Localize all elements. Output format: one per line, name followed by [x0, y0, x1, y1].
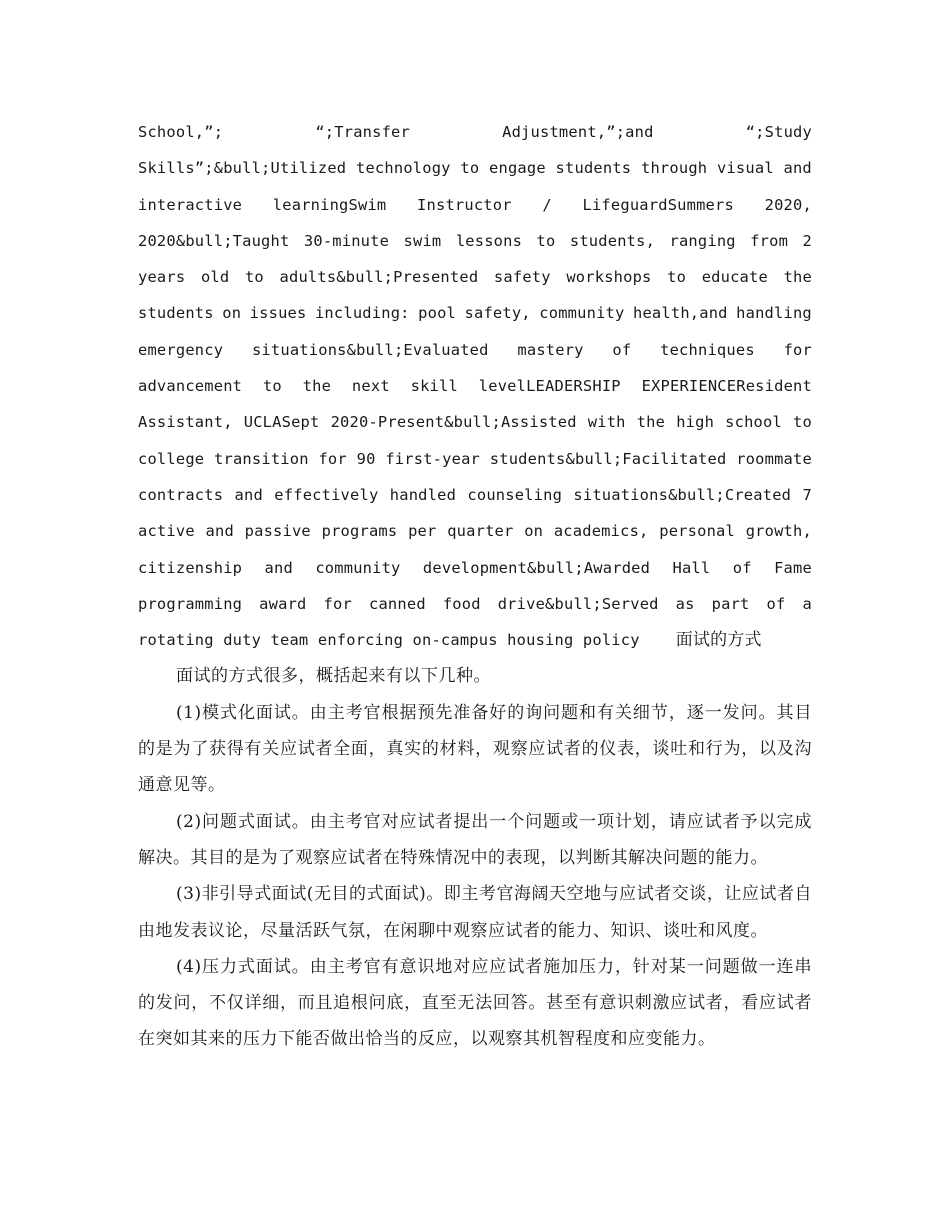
resume-word: school	[725, 413, 782, 432]
resume-word: transition	[214, 449, 309, 468]
resume-word: part	[711, 594, 750, 613]
resume-word: as	[675, 594, 695, 613]
resume-word: and	[264, 558, 293, 577]
resume-word: mastery	[517, 340, 584, 359]
paragraph-1: (1)模式化面试。由主考官根据预先准备好的询问题和有关细节，逐一发问。其目的是为了获得有关应试者全面，真实的材料，观察应试者的仪表，谈吐和行为，以及沟通意见等。	[138, 702, 812, 796]
resume-word: with	[587, 413, 626, 432]
resume-word: 2020,	[764, 195, 812, 214]
resume-word: technology	[355, 159, 451, 178]
resume-word: students,	[569, 231, 656, 250]
resume-word: development&bull;Awarded	[422, 558, 651, 577]
resume-word: academics,	[553, 522, 649, 541]
resume-text-line	[138, 187, 812, 223]
resume-word: counseling	[467, 485, 563, 504]
resume-word: for	[318, 449, 347, 468]
resume-word: to	[793, 413, 812, 432]
resume-word: 90	[356, 449, 376, 468]
resume-word: levelLEADERSHIP	[478, 377, 621, 396]
resume-word: interactive	[138, 195, 243, 214]
resume-word: techniques	[660, 340, 755, 359]
resume-word: years	[138, 268, 186, 287]
resume-text-line	[138, 513, 812, 549]
resume-word: community	[539, 304, 625, 323]
resume-word: and	[234, 485, 263, 504]
resume-word: ranging	[669, 231, 736, 250]
resume-word: LifeguardSummers	[582, 195, 734, 214]
resume-word: roommate	[736, 449, 812, 468]
resume-word: food	[442, 594, 481, 613]
resume-word: effectively	[274, 485, 379, 504]
resume-word: 30-minute	[303, 231, 390, 250]
resume-word: Adjustment,”;and	[502, 123, 654, 141]
resume-word: for	[783, 340, 812, 359]
resume-word: contracts	[138, 485, 224, 504]
resume-word: active	[138, 522, 195, 541]
resume-word: Instructor	[417, 195, 512, 214]
resume-word: students	[555, 159, 632, 178]
resume-word: handling	[736, 304, 812, 323]
resume-text-line	[138, 295, 812, 331]
resume-word: the	[636, 413, 666, 432]
resume-word: per	[408, 522, 437, 541]
resume-text-line	[138, 586, 812, 622]
resume-word: EXPERIENCEResident	[641, 377, 812, 396]
resume-word: on	[222, 304, 242, 323]
resume-word: skill	[410, 377, 458, 396]
resume-word: the	[783, 268, 812, 287]
resume-word: personal	[659, 522, 735, 541]
resume-text-line	[138, 223, 812, 259]
resume-word: 2	[802, 231, 812, 250]
resume-word: /	[542, 195, 552, 214]
resume-word: from	[750, 231, 789, 250]
resume-word: swim	[403, 231, 442, 250]
resume-word: and	[205, 522, 234, 541]
resume-word: canned	[368, 594, 426, 613]
resume-word: programs	[321, 522, 398, 541]
resume-word: adults&bull;Presented	[279, 268, 479, 287]
resume-word: drive&bull;Served	[497, 594, 659, 613]
paragraph-4: (4)压力式面试。由主考官有意识地对应应试者施加压力，针对某一问题做一连串的发问，不仅详细，而且追根问底，直至无法回答。甚至有意识刺激应试者，看应试者在突如其来的压力下能否做出恰当的反应，以观察其机智程度和应变能力。	[138, 956, 812, 1050]
resume-text-line	[138, 368, 812, 404]
resume-word: to	[244, 268, 264, 287]
resume-text-line	[138, 477, 812, 513]
resume-word: to	[536, 231, 556, 250]
resume-word: and	[783, 159, 812, 178]
resume-word: learningSwim	[272, 195, 387, 214]
resume-word: community	[315, 558, 401, 577]
resume-text-line	[138, 150, 812, 186]
resume-word: growth,	[745, 522, 812, 541]
resume-word: 2020-Present&bull;Assisted	[330, 413, 577, 432]
resume-text-line	[138, 441, 812, 477]
resume-word: programming	[138, 594, 243, 613]
resume-word: UCLASept	[243, 413, 320, 432]
resume-text-last-line	[138, 622, 812, 658]
resume-word: college	[138, 449, 205, 468]
resume-word: through	[641, 159, 708, 178]
resume-word: handled	[389, 485, 457, 504]
resume-word: safety	[493, 268, 551, 287]
resume-word: educate	[701, 268, 768, 287]
intro-paragraph: 面试的方式很多，概括起来有以下几种。	[176, 666, 491, 687]
resume-word: passive	[244, 522, 311, 541]
resume-word: a	[802, 594, 812, 613]
paragraph-2: (2)问题式面试。由主考官对应试者提出一个问题或一项计划，请应试者予以完成解决。其目的是为了观察应试者在特殊情况中的表现，以判断其解决问题的能力。	[138, 811, 812, 868]
resume-word: of	[612, 340, 632, 359]
resume-word: to	[262, 377, 282, 396]
resume-word: 2020&bull;Taught	[138, 231, 290, 250]
resume-word: on	[524, 522, 544, 541]
section-heading: 面试的方式	[675, 630, 762, 651]
resume-word: including:	[314, 304, 410, 323]
paragraph-3: (3)非引导式面试(无目的式面试)。即主考官海阔天空地与应试者交谈，让应试者自由地发表议论，尽量活跃气氛，在闲聊中观察应试者的能力、知识、谈吐和风度。	[138, 884, 812, 941]
resume-word: the	[302, 377, 332, 396]
resume-word: visual	[716, 159, 774, 178]
resume-text-line	[138, 550, 812, 586]
resume-word: situations&bull;Created	[573, 485, 792, 504]
resume-word: Fame	[774, 558, 812, 577]
resume-word: students	[138, 304, 214, 323]
resume-word: safety,	[464, 304, 531, 323]
resume-word: for	[323, 594, 352, 613]
resume-word: engage	[489, 159, 546, 178]
resume-word: issues	[249, 304, 307, 323]
resume-text-line	[138, 114, 812, 150]
resume-word: “;Study	[745, 123, 812, 141]
resume-word: emergency	[138, 340, 224, 359]
resume-word: lessons	[455, 231, 523, 250]
resume-word: award	[259, 594, 307, 613]
resume-word: situations&bull;Evaluated	[251, 340, 489, 359]
resume-word: to	[667, 268, 687, 287]
resume-word: pool	[418, 304, 457, 323]
resume-word: to	[460, 159, 480, 178]
resume-text-line	[138, 259, 812, 295]
resume-text-block	[138, 114, 812, 622]
resume-word: workshops	[566, 268, 652, 287]
resume-word: School,”;	[138, 123, 224, 141]
resume-word: of	[732, 558, 752, 577]
resume-word: high	[676, 413, 715, 432]
resume-word: citizenship	[138, 558, 243, 577]
resume-text-line	[138, 332, 812, 368]
resume-word: health,and	[632, 304, 728, 323]
resume-word: “;Transfer	[315, 123, 410, 141]
resume-word: of	[766, 594, 786, 613]
resume-word: old	[200, 268, 230, 287]
document-page	[138, 114, 812, 1058]
resume-word: Hall	[672, 558, 711, 577]
resume-word: Assistant,	[138, 413, 233, 432]
resume-text-line	[138, 404, 812, 440]
resume-word: first-year	[385, 449, 481, 468]
resume-word: next	[351, 377, 390, 396]
resume-word: Skills”;&bull;Utilized	[138, 159, 347, 178]
resume-word: quarter	[447, 522, 514, 541]
resume-last-line-text: rotating duty team enforcing on-campus housing policy	[138, 631, 640, 650]
resume-word: advancement	[138, 377, 243, 396]
resume-word: 7	[802, 485, 812, 504]
resume-word: students&bull;Facilitated	[489, 449, 727, 468]
